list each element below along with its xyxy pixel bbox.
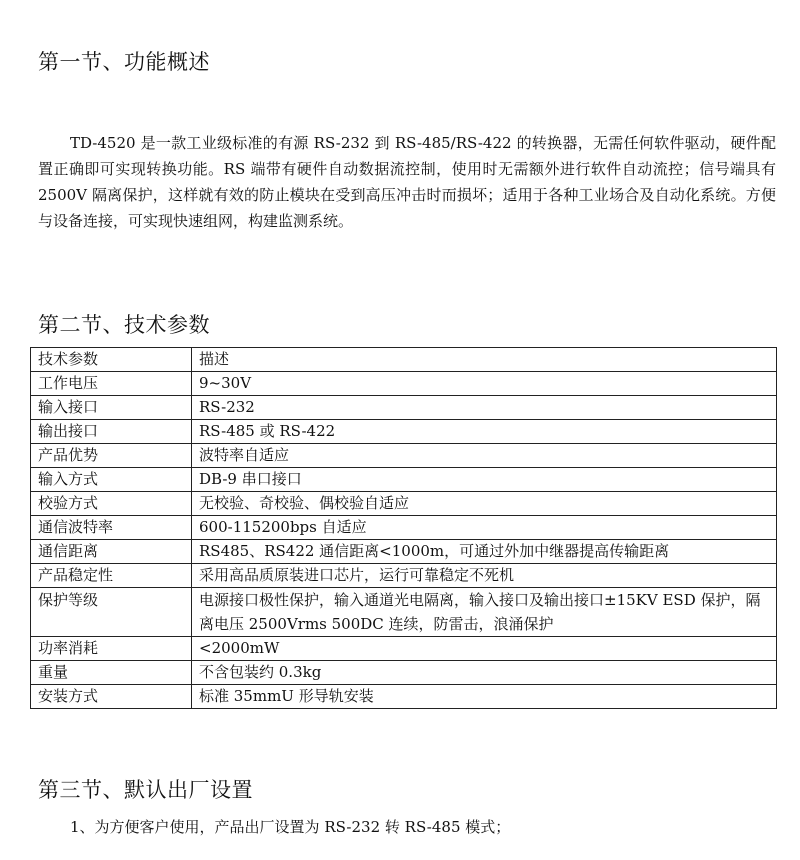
table-row [31, 637, 777, 661]
param-value: <2000mW [192, 637, 777, 661]
param-name: 工作电压 [31, 372, 192, 396]
section2-heading: 第二节、技术参数 [38, 313, 210, 337]
param-value: RS-232 [192, 396, 777, 420]
table-row [31, 420, 777, 444]
param-name: 通信距离 [31, 540, 192, 564]
param-value: 无校验、奇校验、偶校验自适应 [192, 492, 777, 516]
param-value: 标准 35mmU 形导轨安装 [192, 685, 777, 709]
param-name: 功率消耗 [31, 637, 192, 661]
param-value: 波特率自适应 [192, 444, 777, 468]
param-name: 输出接口 [31, 420, 192, 444]
param-name: 输入接口 [31, 396, 192, 420]
table-row [31, 685, 777, 709]
param-value: RS485、RS422 通信距离<1000m，可通过外加中继器提高传输距离 [192, 540, 777, 564]
table-row [31, 564, 777, 588]
param-value: 采用高品质原装进口芯片，运行可靠稳定不死机 [192, 564, 777, 588]
param-value: DB-9 串口接口 [192, 468, 777, 492]
table-row [31, 588, 777, 637]
param-name: 校验方式 [31, 492, 192, 516]
param-value: 描述 [192, 348, 777, 372]
table-row [31, 492, 777, 516]
param-value: 600-115200bps 自适应 [192, 516, 777, 540]
table-row [31, 348, 777, 372]
spec-table [30, 347, 777, 709]
section1-heading: 第一节、功能概述 [38, 50, 210, 74]
param-name: 输入方式 [31, 468, 192, 492]
param-value: 9~30V [192, 372, 777, 396]
param-name: 安装方式 [31, 685, 192, 709]
section3-heading: 第三节、默认出厂设置 [38, 778, 253, 802]
table-row [31, 372, 777, 396]
param-value: RS-485 或 RS-422 [192, 420, 777, 444]
table-row [31, 444, 777, 468]
table-row [31, 516, 777, 540]
param-name: 重量 [31, 661, 192, 685]
table-row [31, 396, 777, 420]
param-value: 不含包装约 0.3kg [192, 661, 777, 685]
param-name: 产品稳定性 [31, 564, 192, 588]
param-name: 通信波特率 [31, 516, 192, 540]
table-row [31, 661, 777, 685]
param-name: 技术参数 [31, 348, 192, 372]
overview-paragraph: TD-4520 是一款工业级标准的有源 RS-232 到 RS-485/RS-422 的转换器，无需任何软件驱动，硬件配置正确即可实现转换功能。RS 端带有硬件自动数据流控制，使用时无需额外进行软件自动流控；信号端具有 2500V 隔离保护，这样就有效的防止模块在受到高压冲击时而损坏；适用于各种工业场合及自动化系统。方便与设备连接，可实现快速组网，构建监测系统。 [38, 134, 776, 230]
default-setting-item: 1、为方便客户使用，产品出厂设置为 RS-232 转 RS-485 模式； [70, 818, 511, 836]
table-row [31, 468, 777, 492]
table-row [31, 540, 777, 564]
param-name: 产品优势 [31, 444, 192, 468]
param-name: 保护等级 [31, 588, 192, 637]
param-value: 电源接口极性保护，输入通道光电隔离，输入接口及输出接口±15KV ESD 保护，隔离电压 2500Vrms 500DC 连续，防雷击，浪涌保护 [192, 588, 777, 637]
